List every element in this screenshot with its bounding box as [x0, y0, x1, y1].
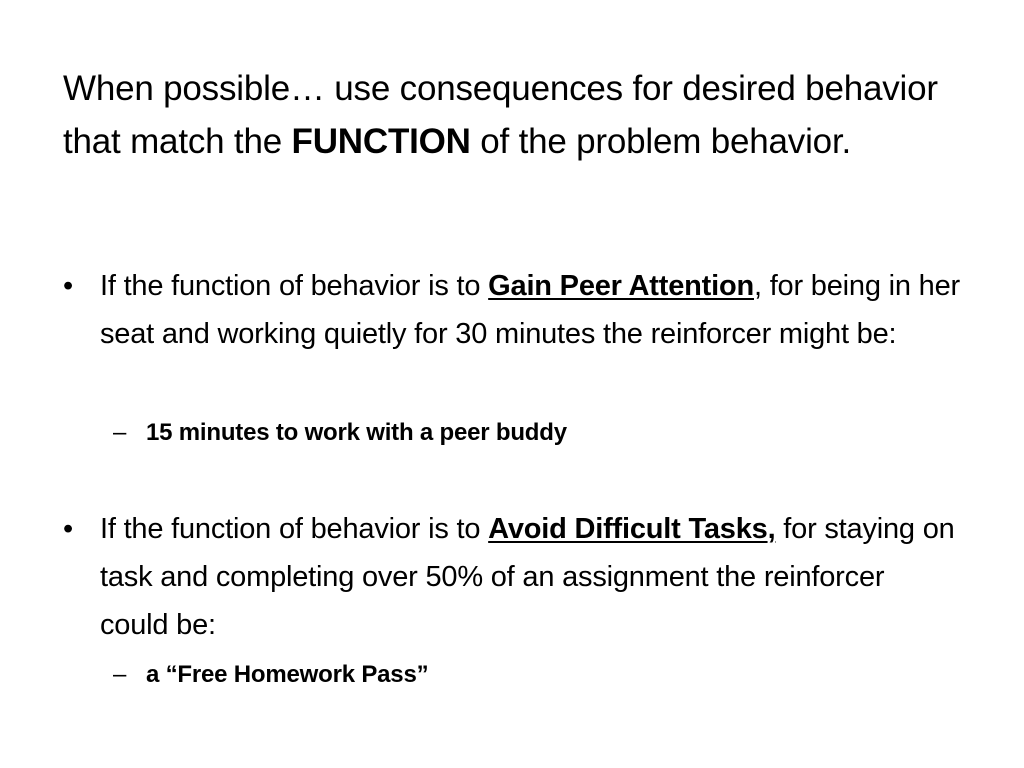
bullet-key-suffix: ,	[767, 513, 776, 545]
bullet-text-start: If the function of behavior is to	[100, 513, 489, 545]
bullet-text-rest: for staying on task and completing over 50% of an assignment the reinforcer could be:	[100, 513, 955, 641]
bullet-text-rest: , for being in her seat and working quietly for 30 minutes the reinforcer might be:	[100, 270, 960, 350]
sub-bullet-marker: –	[113, 661, 127, 688]
bullet-text-start: If the function of behavior is to	[100, 270, 489, 302]
title-text-start: When possible… use consequences for desired behavior that match the	[63, 69, 938, 161]
slide-title	[63, 62, 963, 168]
bullet-marker: •	[63, 513, 73, 545]
bullet-marker: •	[63, 270, 73, 302]
bullet-key-function: Avoid Difficult Tasks	[488, 513, 768, 545]
sub-bullet-text: a “Free Homework Pass”	[146, 661, 429, 688]
sub-bullet-text: 15 minutes to work with a peer buddy	[146, 419, 567, 446]
bullet-text	[100, 262, 960, 358]
title-text-end: of the problem behavior.	[470, 122, 851, 161]
title-emphasis: FUNCTION	[291, 122, 471, 161]
bullet-text	[100, 505, 960, 649]
sub-bullet-marker: –	[113, 419, 127, 446]
bullet-key-function: Gain Peer Attention	[488, 270, 754, 302]
